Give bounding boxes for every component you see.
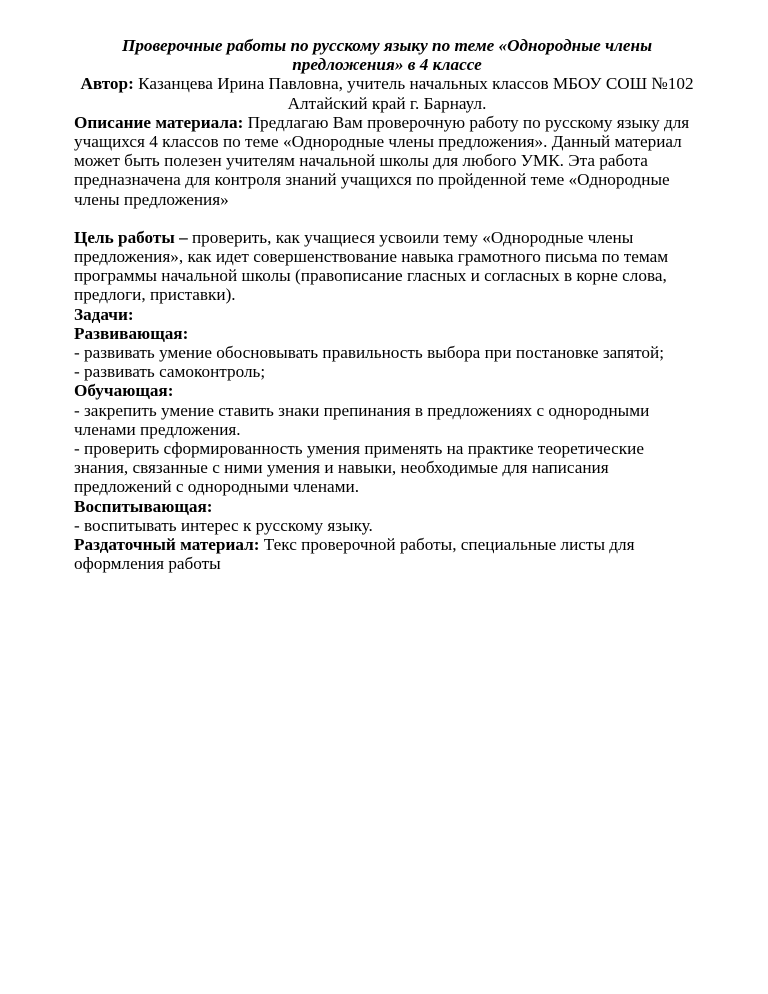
handout-label: Раздаточный материал: xyxy=(74,535,260,555)
document-page xyxy=(74,36,700,573)
author-line xyxy=(74,74,700,112)
developing-item: - развивать самоконтроль; xyxy=(74,362,266,382)
description-label: Описание материала: xyxy=(74,112,244,132)
goal-paragraph xyxy=(74,228,700,305)
teaching-heading: Обучающая: xyxy=(74,381,174,401)
goal-label: Цель работы – xyxy=(74,227,188,247)
developing-heading: Развивающая: xyxy=(74,323,189,343)
document-title: Проверочные работы по русскому языку по теме «Однородные члены предложения» в 4 классе xyxy=(121,36,653,75)
teaching-item: - проверить сформированность умения применять на практике теоретические знания, связанные с ними умения и навыки, необходимые для написания предложений с однородными членами. xyxy=(74,439,644,497)
teaching-item: - закрепить умение ставить знаки препинания в предложениях с однородными членами предложения. xyxy=(74,400,650,439)
goal-text: проверить, как учащиеся усвоили тему «Однородные члены предложения», как идет совершенствование навыка грамотного письма по темам программы начальной школы (правописание гласных и согласных в корне слова, предлоги, приставки). xyxy=(74,227,669,305)
author-text: Казанцева Ирина Павловна, учитель начальных классов МБОУ СОШ №102 Алтайский край г. Барнаул. xyxy=(133,74,694,113)
paragraph-gap xyxy=(74,209,700,228)
developing-item: - развивать умение обосновывать правильность выбора при постановке запятой; xyxy=(74,343,664,363)
educating-item: - воспитывать интерес к русскому языку. xyxy=(74,515,373,535)
educating-heading: Воспитывающая: xyxy=(74,496,213,516)
tasks-heading: Задачи: xyxy=(74,304,134,324)
description-paragraph xyxy=(74,113,700,209)
description-text: Предлагаю Вам проверочную работу по русскому языку для учащихся 4 классов по теме «Однородные члены предложения». Данный материал может быть полезен учителям начальной школы для любого УМК. Эта работа предназначена для контроля знаний учащихся по пройденной теме «Однородные члены предложения» xyxy=(74,112,690,209)
handout-text: Текс проверочной работы, специальные листы для оформления работы xyxy=(74,535,635,574)
handout-paragraph xyxy=(74,535,700,573)
author-label: Автор: xyxy=(80,74,134,94)
